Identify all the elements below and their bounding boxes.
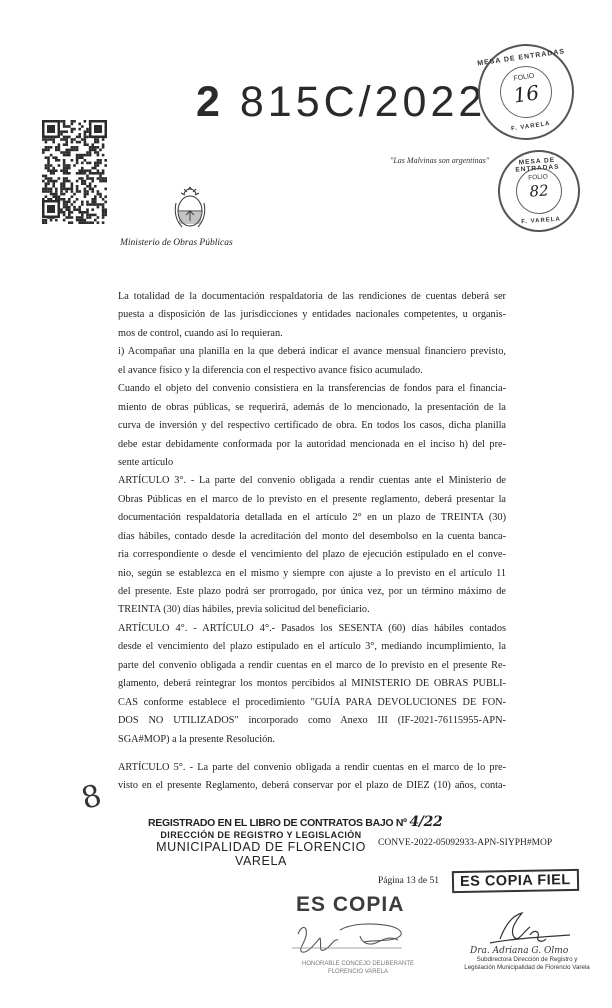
argentina-shield-icon <box>172 185 208 231</box>
document-reference: CONVE-2022-05092933-APN-SIYPH#MOP <box>378 838 553 848</box>
text-line: sente artículo <box>118 456 174 468</box>
registration-line-2: DIRECCIÓN DE REGISTRO Y LEGISLACIÓN <box>160 830 362 840</box>
text-line: La totalidad de la documentación respaldatoria de las rendiciones de cuentas deberá ser <box>118 291 506 302</box>
stamp-top-text: MESA DE ENTRADAS <box>515 156 560 174</box>
ministry-name: Ministerio de Obras Públicas <box>120 238 233 248</box>
text-line: Cuando el objeto del convenio consistiera en la transferencias de fondos para el financia- <box>118 383 506 395</box>
signature-left-caption: HONORABLE CONCEJO DELIBERANTE FLORENCIO VARELA <box>301 961 415 975</box>
es-copia-stamp: ES COPIA <box>296 893 405 916</box>
text-line: glamento, deberá reintegrar los montos percibidos al MINISTERIO DE OBRAS PUBLI- <box>118 678 506 690</box>
text-line: i) Acompañar una planilla en la que deberá indicar el avance mensual financiero previsto, <box>118 346 506 358</box>
mesa-entradas-stamp-2 <box>495 147 583 235</box>
text-line: del presente. Este plazo podrá ser prorrogado, por única vez, por un término máximo de <box>118 586 506 597</box>
text-line: CAS conforme establece el procedimiento "GUÍA PARA DEVOLUCIONES DE FON- <box>118 696 506 708</box>
text-line: ARTÍCULO 4°. - ARTÍCULO 4°.- Pasados los SESENTA (60) días hábiles contados <box>118 622 506 634</box>
signature-right-caption: Subdirectora Dirección de Registro y Legislación Municipalidad de Florencio Varela <box>464 956 590 971</box>
text-line: ARTÍCULO 5°. - La parte del convenio obligada a rendir cuentas en el marco de lo pre- <box>118 761 506 773</box>
mesa-entradas-stamp-1 <box>472 38 580 146</box>
signature-left <box>280 912 430 962</box>
copia-fiel-stamp: ES COPIA FIEL <box>452 869 579 893</box>
text-line: el avance físico y la diferencia con el respectivo avance físico acumulado. <box>118 364 423 376</box>
expediente-number-rest: 815C/2022 <box>239 78 487 126</box>
text-line: SGA#MOP) a la presente Resolución. <box>118 733 276 745</box>
text-line: Obras Públicas en el marco de lo previsto en el presente reglamento, deberá presentar la <box>118 493 506 505</box>
text-line: nio, según se establezca en el mismo y siempre con ajuste a lo previsto en el artículo 11 <box>118 567 506 579</box>
text-line: DOS NO UTILIZADOS" incorporado como Anexo III (IF-2021-76115955-APN- <box>118 715 506 727</box>
stamp-bottom-text: F. VARELA <box>521 216 562 226</box>
registration-stamp <box>148 814 443 868</box>
stamp-bottom-text: F. VARELA <box>510 120 551 133</box>
stamp-folio-label: FOLIO <box>528 173 549 182</box>
registration-line-1 <box>148 814 443 830</box>
expediente-number-lead: 2 <box>196 78 224 126</box>
text-line: TREINTA (30) días hábiles, previa solicitud del beneficiario. <box>118 604 370 616</box>
stamp-folio-value: 16 <box>511 80 541 108</box>
text-line: mos de control, cuando así lo requieran. <box>118 327 283 339</box>
text-line: días hábiles, contado desde la acreditación del monto del desembolso en la cuenta banca- <box>118 530 506 542</box>
stamp-top-text: MESA DE ENTRADAS <box>476 48 566 68</box>
stamp-folio-value: 82 <box>528 181 550 201</box>
expediente-number <box>196 78 486 127</box>
text-line: ria correspondiente o desde el vencimiento del plazo de ejecución estipulado en el conve- <box>118 549 506 561</box>
registration-line-3: MUNICIPALIDAD DE FLORENCIO VARELA <box>156 840 366 868</box>
text-line: ARTÍCULO 3°. - La parte del convenio obligada a rendir cuentas ante el Ministerio de <box>118 475 506 487</box>
body-text <box>118 288 506 796</box>
page-number: Página 13 de 51 <box>378 876 439 886</box>
stamp-folio-label: FOLIO <box>513 72 535 83</box>
text-line: desde el vencimiento del plazo estipulado en el artículo 3°, mediando incumplimiento, la <box>118 641 506 653</box>
slogan: "Las Malvinas son argentinas" <box>390 156 490 165</box>
registration-label: REGISTRADO EN EL LIBRO DE CONTRATOS BAJO Nº <box>148 817 407 829</box>
text-line: parte del convenio obligada a rendir cuentas en el marco de lo previsto en el presente Re- <box>118 659 506 671</box>
text-line: curva de inversión y del respectivo certificado de obra. En todos los casos, dicha planilla <box>118 420 506 432</box>
text-line: documentación respaldatoria detallada en el artículo 2° en un plazo de TREINTA (30) <box>118 512 506 524</box>
qr-code <box>42 120 108 224</box>
text-line: visto en el presente Reglamento, deberá conservar por el plazo de DIEZ (10) años, conta- <box>118 780 506 792</box>
text-line: puesta a disposición de las jurisdicciones y entidades nacionales competentes, u organis- <box>118 309 506 321</box>
handwritten-margin-mark: 8 <box>77 778 106 817</box>
text-line: miento de obras públicas, se requerirá, además de lo mencionado, la presentación de la <box>118 401 506 413</box>
registration-number: 4/22 <box>409 814 443 830</box>
text-line: debe estar debidamente conformada por la autoridad mencionada en el inciso h) del pre- <box>118 438 506 450</box>
signature-right-name: Dra. Adriana G. Olmo <box>470 946 569 956</box>
